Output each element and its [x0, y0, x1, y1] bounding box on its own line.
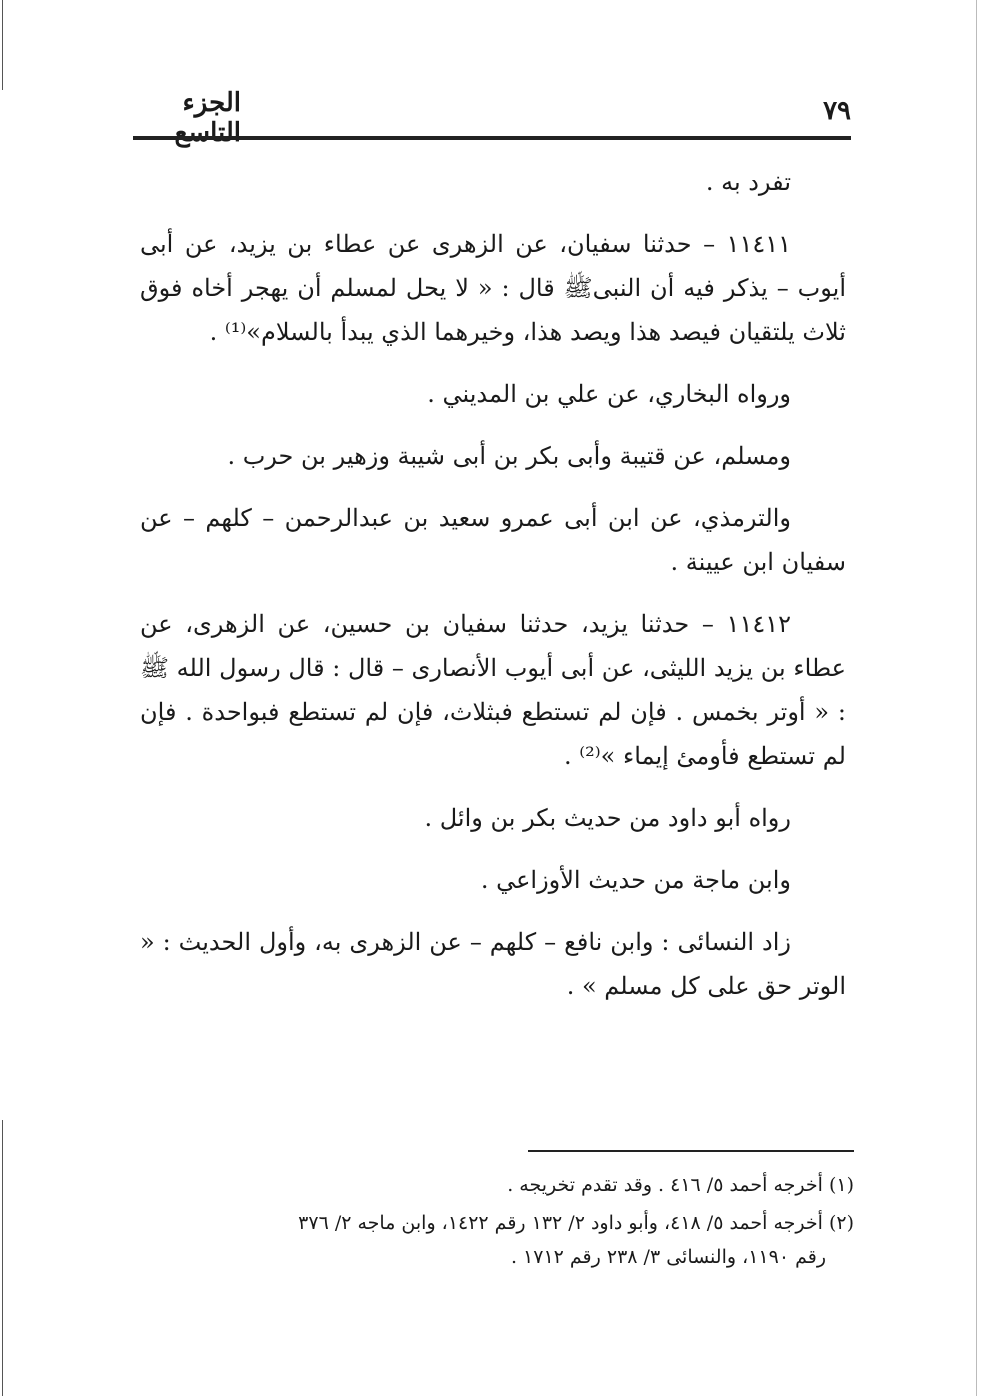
paragraph: وابن ماجة من حديث الأوزاعي . [480, 866, 791, 894]
part-title: الجزء التاسع [174, 88, 241, 148]
paragraph: تفرد به . [705, 168, 791, 196]
footnote-2-line-2: رقم ١١٩٠، والنسائى ٣/ ٢٣٨ رقم ١٧١٢ . [510, 1246, 826, 1268]
footnote-2 [135, 1206, 854, 1274]
scan-edge-mark [2, 1120, 3, 1396]
footnotes [135, 1168, 854, 1278]
paragraph: ومسلم، عن قتيبة وأبى بكر بن أبى شيبة وزهير بن حرب . [227, 442, 791, 470]
footnote-2-line-1: (٢) أخرجه أحمد ٥/ ٤١٨، وأبو داود ٢/ ١٣٢ رقم ١٤٢٢، وابن ماجه ٢/ ٣٧٦ [298, 1212, 854, 1234]
footnote-1: (١) أخرجه أحمد ٥/ ٤١٦ . وقد تقدم تخريجه . [507, 1174, 854, 1196]
paragraph: ورواه البخاري، عن علي بن المديني . [427, 380, 791, 408]
header-rule [133, 136, 851, 140]
page-header [133, 78, 851, 148]
scan-edge-mark [976, 0, 977, 1396]
main-text [140, 160, 846, 1026]
hadith-11411: ١١٤١١ – حدثنا سفيان، عن الزهرى عن عطاء بن يزيد، عن أبى أيوب – يذكر فيه أن النبىﷺ قال : « لا يحل لمسلم أن يهجر أخاه فوق ثلاث يلتقيان فيصد هذا ويصد هذا، وخيرهما الذي يبدأ بالسلام»⁽¹⁾ . [140, 230, 846, 346]
paragraph: رواه أبو داود من حديث بكر بن وائل . [424, 804, 791, 832]
page-number: ٧٩ [823, 96, 851, 126]
paragraph: والترمذي، عن ابن أبى عمرو سعيد بن عبدالرحمن – كلهم – عن سفيان ابن عيينة . [140, 504, 846, 576]
scan-edge-mark [2, 0, 3, 90]
footnote-rule [528, 1150, 854, 1152]
paragraph: زاد النسائى : وابن نافع – كلهم – عن الزهرى به، وأول الحديث : « الوتر حق على كل مسلم » . [140, 928, 846, 1000]
hadith-11412: ١١٤١٢ – حدثنا يزيد، حدثنا سفيان بن حسين، عن الزهرى، عن عطاء بن يزيد الليثى، عن أبى أيوب الأنصارى – قال : قال رسول الله ﷺ : « أوتر بخمس . فإن لم تستطع فبثلاث، فإن لم تستطع فبواحدة . فإن لم تستطع فأومئ إيماء »⁽²⁾ . [140, 610, 846, 770]
